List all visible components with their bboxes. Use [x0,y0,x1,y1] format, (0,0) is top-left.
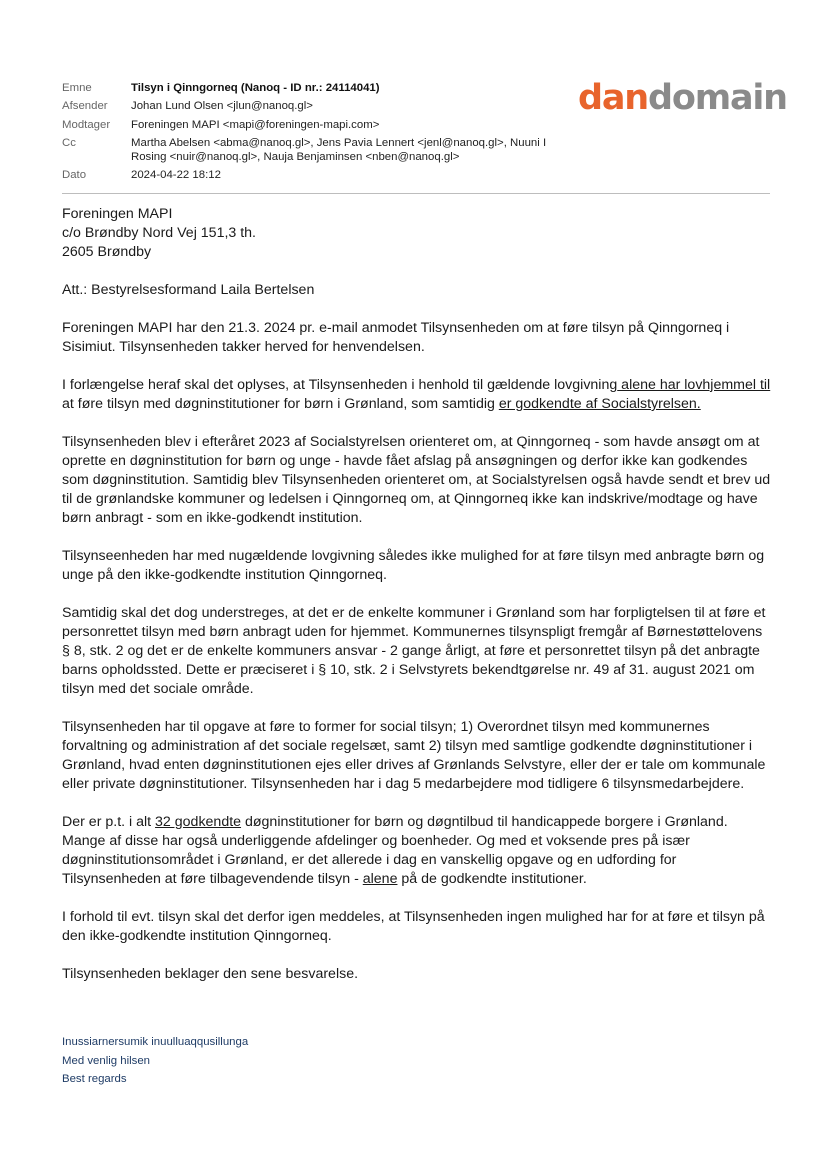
address-line-1: Foreningen MAPI [62,206,173,222]
paragraph-2 [62,376,774,414]
from-value: Johan Lund Olsen <jlun@nanoq.gl> [131,100,313,112]
paragraph-2-text-a: I forlængelse heraf skal det oplyses, at Tilsynsenheden i henhold til gældende lovgivning [62,377,618,393]
paragraph-7-text-c: på de godkendte institutioner. [397,871,587,887]
paragraph-3: Tilsynsenheden blev i efteråret 2023 af Socialstyrelsen orienteret om, at Qinngorneq - som havde ansøgt om at oprette en døgninstitution for børn og unge - havde fået afslag på ansøgningen og derfor ikke kan godkendes som døgninstitution. Samtidig blev Tilsynsenheden orienteret om, at Socialstyrelsen også havde sendt et brev ud til de grønlandske kommuner og ledelsen i Qinngorneq om, at Qinngorneq ikke kan indskrive/modtage og have børn anbragt - som en ikke-godkendt institution. [62,434,771,526]
paragraph-5: Samtidig skal det dog understreges, at det er de enkelte kommuner i Grønland som har forpligtelsen til at føre et personrettet tilsyn med børn anbragt uden for hjemmet. Kommunernes tilsynspligt fremgår af Børnestøttelovens § 8, stk. 2 og det er de enkelte kommuners ansvar - 2 gange årligt, at føre et personrettet tilsyn på det anbragte barns opholdssted. Dette er præciseret i § 10, stk. 2 i Selvstyrets bekendtgørelse nr. 49 af 31. august 2021 om tilsyn med det sociale område. [62,605,766,697]
paragraph-6: Tilsynsenheden har til opgave at føre to former for social tilsyn; 1) Overordnet tilsyn med kommunernes forvaltning og administration af det sociale regelsæt, samt 2) tilsyn med samtlige godkendte døgninstitutioner i Grønland, hvad enten døgninstitutionen ejes eller drives af Grønlands Selvstyre, eller der er tale om kommunale eller private døgninstitutioner. Tilsynsenheden har i dag 5 medarbejdere mod tidligere 6 tilsynsmedarbejdere. [62,719,766,792]
signature-line-3: Best regards [62,1073,127,1085]
paragraph-7-underline-2: alene [362,871,398,887]
subject-value: Tilsyn i Qinngorneq (Nanoq - ID nr.: 24114041) [131,82,380,94]
attention-line: Att.: Bestyrelsesformand Laila Bertelsen [62,282,315,298]
signature-block [62,1033,248,1089]
signature-line-2: Med venlig hilsen [62,1054,151,1067]
address-line-3: 2605 Brøndby [62,244,152,260]
from-label: Afsender [62,100,108,112]
recipient-address [62,205,774,262]
date-value: 2024-04-22 18:12 [131,169,221,181]
paragraph-7 [62,813,774,889]
paragraph-8: I forhold til evt. tilsyn skal det derfor igen meddeles, at Tilsynsenheden ingen mulighed har for at føre et tilsyn på den ikke-godkendte institution Qinngorneq. [62,909,765,944]
cc-value-line1: Martha Abelsen <abma@nanoq.gl>, Jens Pavia Lennert <jenl@nanoq.gl>, Nuuni I [131,137,547,149]
address-line-2: c/o Brøndby Nord Vej 151,3 th. [62,225,257,241]
paragraph-2-underline-1: alene har lovhjemmel til [617,377,771,393]
logo-part-domain: domain [648,78,787,118]
paragraph-7-text-b: døgninstitutioner for børn og døgntilbud til handicappede borgere i Grønland. Mange af disse har også underliggende afdelinger og boenheder. Og med et voksende pres på især døgninstitutionsområdet i Grønland, er det allerede i dag en vanskellig opgave og en udfording for Tilsynsenheden at føre tilbagevendende tilsyn - [62,814,728,887]
paragraph-7-text-a: Der er p.t. i alt [62,814,156,830]
paragraph-9: Tilsynsenheden beklager den sene besvarelse. [62,966,359,982]
logo-part-dan: dan [578,78,648,118]
paragraph-1: Foreningen MAPI har den 21.3. 2024 pr. e-mail anmodet Tilsynsenheden om at føre tilsyn på Qinngorneq i Sisimiut. Tilsynsenheden takker herved for henvendelsen. [62,320,730,355]
dandomain-logo [578,76,787,120]
paragraph-4: Tilsynseenheden har med nugældende lovgivning således ikke mulighed for at føre tilsyn med anbragte børn og unge på den ikke-godkendte institution Qinngorneq. [62,548,765,583]
to-label: Modtager [62,119,111,131]
date-label: Dato [62,169,87,181]
cc-value-line2: Rosing <nuir@nanoq.gl>, Nauja Benjaminsen <nben@nanoq.gl> [131,151,460,163]
to-value: Foreningen MAPI <mapi@foreningen-mapi.com> [131,119,380,131]
paragraph-2-text-b: at føre tilsyn med døgninstitutioner for børn i Grønland, som samtidig [62,396,499,412]
signature-line-1: Inussiarnersumik inuulluaqqusillunga [62,1036,249,1048]
cc-label: Cc [62,137,76,149]
letter-body [62,205,774,984]
paragraph-7-underline-1: 32 godkendte [155,814,242,830]
subject-label: Emne [62,82,92,94]
header-divider [62,193,770,194]
paragraph-2-underline-2: er godkendte af Socialstyrelsen. [498,396,701,412]
